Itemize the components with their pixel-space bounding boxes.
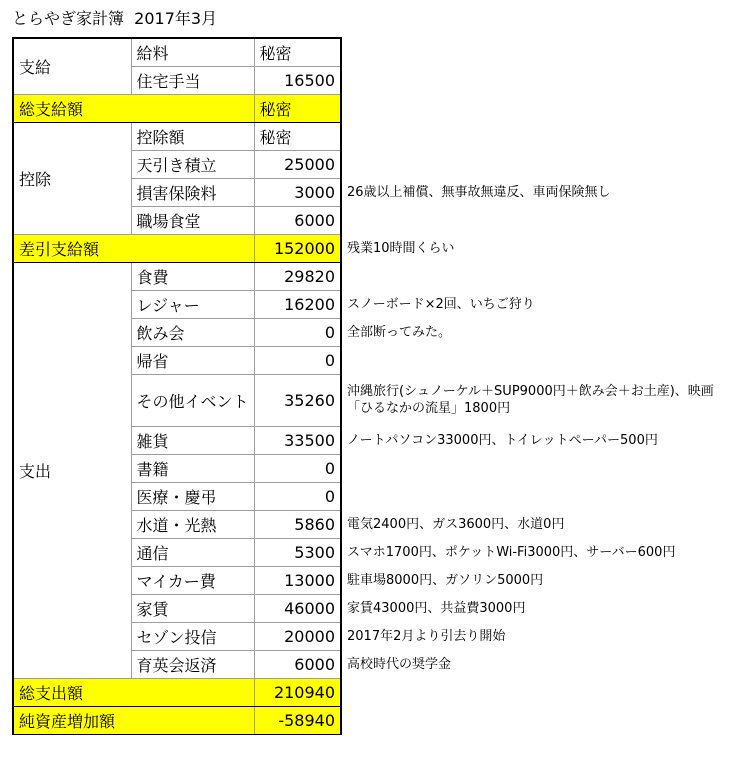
note-cell[interactable] — [341, 346, 731, 374]
note-cell[interactable] — [341, 206, 731, 234]
note-cell[interactable]: 沖縄旅行(シュノーケル＋SUP9000円＋飲み会＋お土産)、映画「ひるなかの流星」1800円 — [347, 384, 714, 416]
table-row — [13, 38, 731, 66]
item-label-cell[interactable]: 書籍 — [131, 454, 254, 482]
net-pay-value[interactable]: 152000 — [254, 234, 341, 262]
total-expense-value[interactable]: 210940 — [254, 678, 341, 706]
item-value-cell[interactable]: 秘密 — [254, 122, 341, 150]
gross-total-row — [13, 94, 731, 122]
sheet-title: とらやぎ家計簿 2017年3月 — [12, 9, 218, 28]
net-pay-row — [13, 234, 731, 262]
item-label-cell[interactable]: 控除額 — [131, 122, 254, 150]
note-cell[interactable]: 高校時代の奨学金 — [347, 656, 452, 672]
item-label-cell[interactable]: レジャー — [131, 290, 254, 318]
item-label-cell[interactable]: 医療・慶弔 — [131, 482, 254, 510]
total-expense-label[interactable]: 総支出額 — [13, 678, 254, 706]
item-label-cell[interactable]: マイカー費 — [131, 566, 254, 594]
item-value-cell[interactable]: 13000 — [254, 566, 341, 594]
item-value-cell[interactable]: 16200 — [254, 290, 341, 318]
item-value-cell[interactable]: 6000 — [254, 206, 341, 234]
note-cell[interactable] — [341, 150, 731, 178]
note-cell[interactable]: 電気2400円、ガス3600円、水道0円 — [347, 516, 565, 532]
item-label-cell[interactable]: 雑貨 — [131, 426, 254, 454]
item-value-cell[interactable]: 5860 — [254, 510, 341, 538]
note-cell[interactable]: 2017年2月より引去り開始 — [347, 628, 506, 644]
net-asset-label[interactable]: 純資産増加額 — [13, 706, 254, 734]
note-cell[interactable]: スマホ1700円、ポケットWi-Fi3000円、サーバー600円 — [347, 544, 676, 560]
item-label-cell[interactable]: 給料 — [131, 38, 254, 66]
note-cell[interactable]: 全部断ってみた。 — [347, 324, 452, 340]
item-value-cell[interactable]: 29820 — [254, 262, 341, 290]
item-label-cell[interactable]: 天引き積立 — [131, 150, 254, 178]
item-label-cell[interactable]: 家賃 — [131, 594, 254, 622]
table-row — [13, 262, 731, 290]
item-value-cell[interactable]: 秘密 — [254, 38, 341, 66]
item-value-cell[interactable]: 3000 — [254, 178, 341, 206]
total-expense-row — [13, 678, 731, 706]
item-value-cell[interactable]: 0 — [254, 318, 341, 346]
item-label-cell[interactable]: 飲み会 — [131, 318, 254, 346]
item-value-cell[interactable]: 46000 — [254, 594, 341, 622]
note-cell[interactable] — [341, 706, 731, 734]
gross-total-label[interactable]: 総支給額 — [13, 94, 254, 122]
item-value-cell[interactable]: 25000 — [254, 150, 341, 178]
note-cell[interactable] — [341, 262, 731, 290]
item-value-cell[interactable]: 0 — [254, 454, 341, 482]
budget-table — [12, 37, 732, 735]
note-cell[interactable]: 駐車場8000円、ガソリン5000円 — [347, 572, 544, 588]
item-label-cell[interactable]: その他イベント — [131, 374, 254, 426]
category-cell-income[interactable]: 支給 — [13, 38, 131, 94]
note-cell[interactable] — [341, 122, 731, 150]
item-label-cell[interactable]: 帰省 — [131, 346, 254, 374]
note-cell[interactable] — [341, 38, 731, 66]
item-label-cell[interactable]: 職場食堂 — [131, 206, 254, 234]
note-cell[interactable]: ノートパソコン33000円、トイレットペーパー500円 — [347, 432, 658, 448]
item-label-cell[interactable]: セゾン投信 — [131, 622, 254, 650]
note-cell[interactable]: 26歳以上補償、無事故無違反、車両保険無し — [347, 184, 611, 200]
net-pay-label[interactable]: 差引支給額 — [13, 234, 254, 262]
category-cell-expenses[interactable]: 支出 — [13, 262, 131, 678]
item-label-cell[interactable]: 水道・光熱 — [131, 510, 254, 538]
item-value-cell[interactable]: 20000 — [254, 622, 341, 650]
note-cell[interactable] — [341, 94, 731, 122]
item-label-cell[interactable]: 食費 — [131, 262, 254, 290]
item-value-cell[interactable]: 5300 — [254, 538, 341, 566]
net-asset-row — [13, 706, 731, 734]
item-label-cell[interactable]: 通信 — [131, 538, 254, 566]
gross-total-value[interactable]: 秘密 — [254, 94, 341, 122]
item-value-cell[interactable]: 6000 — [254, 650, 341, 678]
item-label-cell[interactable]: 損害保険料 — [131, 178, 254, 206]
item-value-cell[interactable]: 33500 — [254, 426, 341, 454]
note-cell[interactable] — [341, 454, 731, 482]
note-cell[interactable]: 家賃43000円、共益費3000円 — [347, 600, 526, 616]
table-row — [13, 122, 731, 150]
note-cell[interactable]: スノーボード×2回、いちご狩り — [347, 296, 535, 312]
item-value-cell[interactable]: 16500 — [254, 66, 341, 94]
note-cell[interactable] — [341, 678, 731, 706]
note-cell[interactable] — [341, 66, 731, 94]
item-label-cell[interactable]: 育英会返済 — [131, 650, 254, 678]
category-cell-deductions[interactable]: 控除 — [13, 122, 131, 234]
item-label-cell[interactable]: 住宅手当 — [131, 66, 254, 94]
item-value-cell[interactable]: 0 — [254, 482, 341, 510]
net-asset-value[interactable]: -58940 — [254, 706, 341, 734]
item-value-cell[interactable]: 35260 — [254, 374, 341, 426]
note-cell[interactable]: 残業10時間くらい — [347, 240, 455, 256]
item-value-cell[interactable]: 0 — [254, 346, 341, 374]
note-cell[interactable] — [341, 482, 731, 510]
